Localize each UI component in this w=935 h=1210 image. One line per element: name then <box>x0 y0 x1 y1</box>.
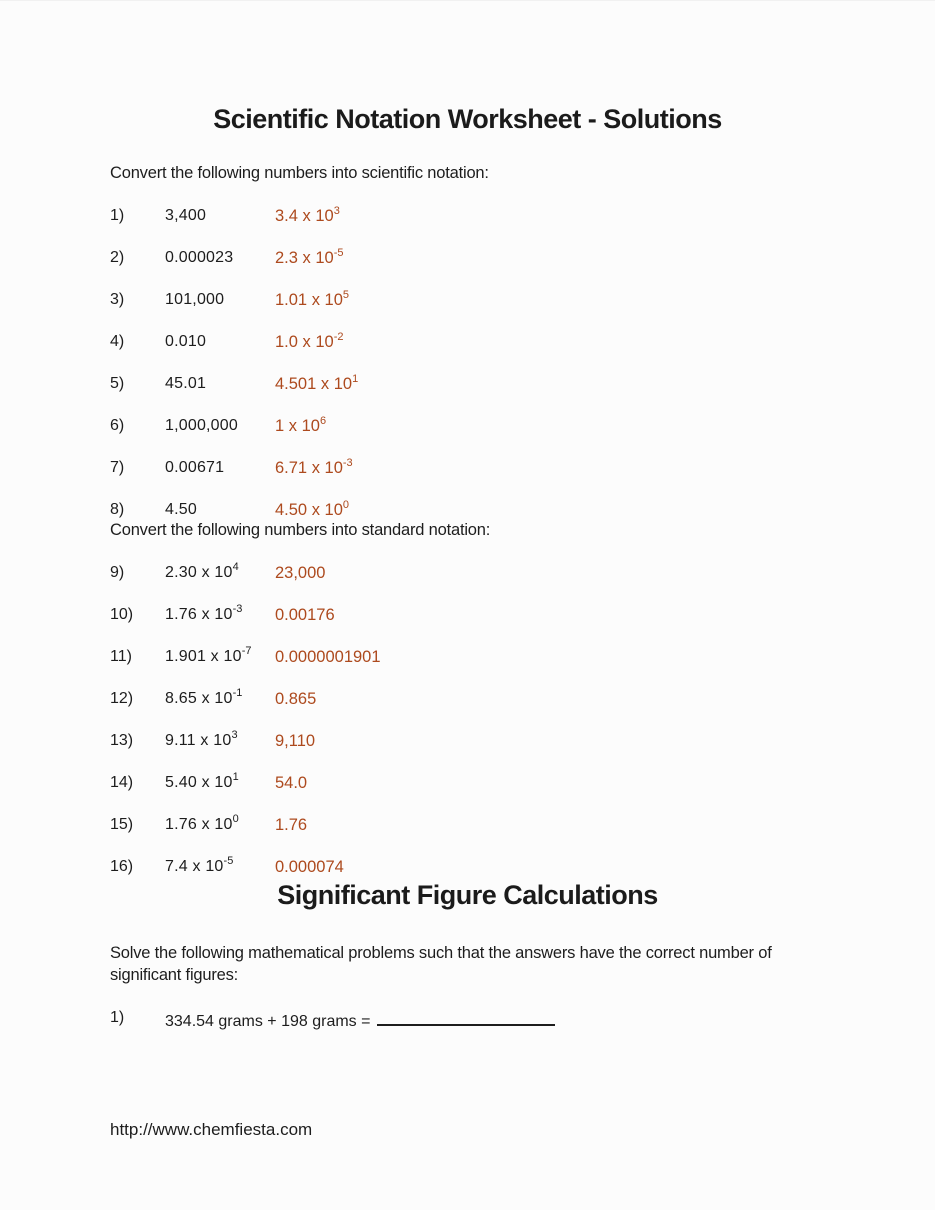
problem-number: 11) <box>110 648 132 665</box>
problem-number: 1) <box>110 1009 125 1026</box>
problem-row <box>110 728 825 773</box>
answer-value: 0.0000001901 <box>275 648 381 666</box>
problem-exponent: 1 <box>232 770 239 783</box>
scientific-notation-list <box>110 206 825 520</box>
problem-row <box>110 500 825 520</box>
problem-row <box>110 248 825 290</box>
answer-mantissa: 1 x 10 <box>275 417 320 435</box>
answer-mantissa: 1.01 x 10 <box>275 291 343 309</box>
problem-mantissa: 7.4 x 10 <box>165 858 224 875</box>
footer-url: http://www.chemfiesta.com <box>110 1120 313 1139</box>
problem-value <box>165 644 275 667</box>
problem-value <box>165 728 275 751</box>
answer-mantissa: 2.3 x 10 <box>275 249 334 267</box>
problem-value <box>165 854 275 877</box>
problem-row <box>110 854 825 877</box>
problem-mantissa: 8.65 x 10 <box>165 690 233 707</box>
problem-row <box>110 206 825 248</box>
answer-value <box>275 500 349 520</box>
sigfig-prompt: Solve the following mathematical problems such that the answers have the correct number of significant figures: <box>110 944 772 984</box>
answer-value: 9,110 <box>275 732 316 750</box>
standard-notation-list <box>110 560 825 877</box>
answer-value <box>275 248 344 268</box>
problem-value: 0.000023 <box>165 249 234 266</box>
answer-value: 1.76 <box>275 816 308 834</box>
answer-exponent: 6 <box>319 414 327 427</box>
answer-exponent: -2 <box>333 330 344 343</box>
problem-exponent: -5 <box>223 854 234 867</box>
problem-number: 8) <box>110 501 125 518</box>
problem-value: 0.00671 <box>165 459 225 476</box>
answer-value <box>275 374 358 394</box>
problem-value <box>165 812 275 835</box>
problem-value <box>165 560 275 583</box>
answer-value: 23,000 <box>275 564 326 582</box>
answer-value <box>275 290 349 310</box>
problem-row <box>110 332 825 374</box>
problem-mantissa: 9.11 x 10 <box>165 732 232 749</box>
problem-number: 16) <box>110 858 134 875</box>
answer-value <box>275 458 353 478</box>
problem-number: 6) <box>110 417 125 434</box>
problem-mantissa: 5.40 x 10 <box>165 774 233 791</box>
answer-mantissa: 4.501 x 10 <box>275 375 353 393</box>
sigfig-problem-row <box>110 1008 825 1032</box>
problem-row <box>110 290 825 332</box>
problem-row <box>110 770 825 815</box>
answer-exponent: 0 <box>342 498 350 511</box>
section-1-prompt: Convert the following numbers into scientific notation: <box>110 164 489 182</box>
problem-exponent: 3 <box>231 728 238 741</box>
problem-row <box>110 458 825 500</box>
problem-exponent: -1 <box>232 686 243 699</box>
answer-blank-line <box>377 1008 555 1026</box>
problem-number: 9) <box>110 564 125 581</box>
answer-exponent: 3 <box>333 204 340 217</box>
answer-value <box>275 416 326 436</box>
answer-exponent: -5 <box>333 246 344 259</box>
answer-exponent: 5 <box>342 288 350 301</box>
answer-value: 0.00176 <box>275 606 335 624</box>
answer-value: 0.000074 <box>275 858 344 876</box>
problem-number: 10) <box>110 606 134 623</box>
answer-value <box>275 206 340 226</box>
problem-row <box>110 644 825 689</box>
problem-row <box>110 812 825 857</box>
problem-number: 14) <box>110 774 134 791</box>
problem-value: 0.010 <box>165 333 207 350</box>
problem-number: 12) <box>110 690 134 707</box>
problem-number: 3) <box>110 291 125 308</box>
problem-value: 101,000 <box>165 291 225 308</box>
answer-mantissa: 6.71 x 10 <box>275 459 343 477</box>
problem-value: 4.50 <box>165 501 197 518</box>
answer-mantissa: 3.4 x 10 <box>275 207 334 225</box>
problem-number: 2) <box>110 249 125 266</box>
problem-value: 45.01 <box>165 375 207 392</box>
answer-value: 0.865 <box>275 690 317 708</box>
problem-row <box>110 374 825 416</box>
answer-exponent: 1 <box>352 372 359 385</box>
problem-mantissa: 1.76 x 10 <box>165 816 233 833</box>
problem-value <box>165 602 275 625</box>
problem-exponent: -3 <box>232 602 243 615</box>
problem-row <box>110 686 825 731</box>
expression-text: 334.54 grams + 198 grams = <box>165 1013 371 1030</box>
answer-mantissa: 1.0 x 10 <box>275 333 334 351</box>
answer-mantissa: 4.50 x 10 <box>275 501 343 519</box>
problem-row <box>110 560 825 605</box>
problem-value: 1,000,000 <box>165 417 238 434</box>
problem-number: 15) <box>110 816 134 833</box>
problem-expression <box>165 1008 555 1032</box>
page-title: Scientific Notation Worksheet - Solutions <box>213 104 722 134</box>
problem-exponent: -7 <box>241 644 252 657</box>
problem-number: 4) <box>110 333 125 350</box>
answer-value: 54.0 <box>275 774 308 792</box>
problem-value <box>165 686 275 709</box>
problem-number: 13) <box>110 732 134 749</box>
sigfig-section-title: Significant Figure Calculations <box>277 880 658 910</box>
problem-mantissa: 1.76 x 10 <box>165 606 233 623</box>
problem-number: 1) <box>110 207 125 224</box>
answer-exponent: -3 <box>342 456 353 469</box>
problem-row <box>110 602 825 647</box>
answer-value <box>275 332 344 352</box>
problem-number: 7) <box>110 459 125 476</box>
problem-exponent: 4 <box>232 560 239 573</box>
problem-mantissa: 2.30 x 10 <box>165 564 233 581</box>
problem-exponent: 0 <box>232 812 239 825</box>
problem-number: 5) <box>110 375 125 392</box>
problem-row <box>110 416 825 458</box>
problem-value <box>165 770 275 793</box>
section-2-prompt: Convert the following numbers into standard notation: <box>110 521 491 539</box>
problem-mantissa: 1.901 x 10 <box>165 648 242 665</box>
problem-value: 3,400 <box>165 207 207 224</box>
